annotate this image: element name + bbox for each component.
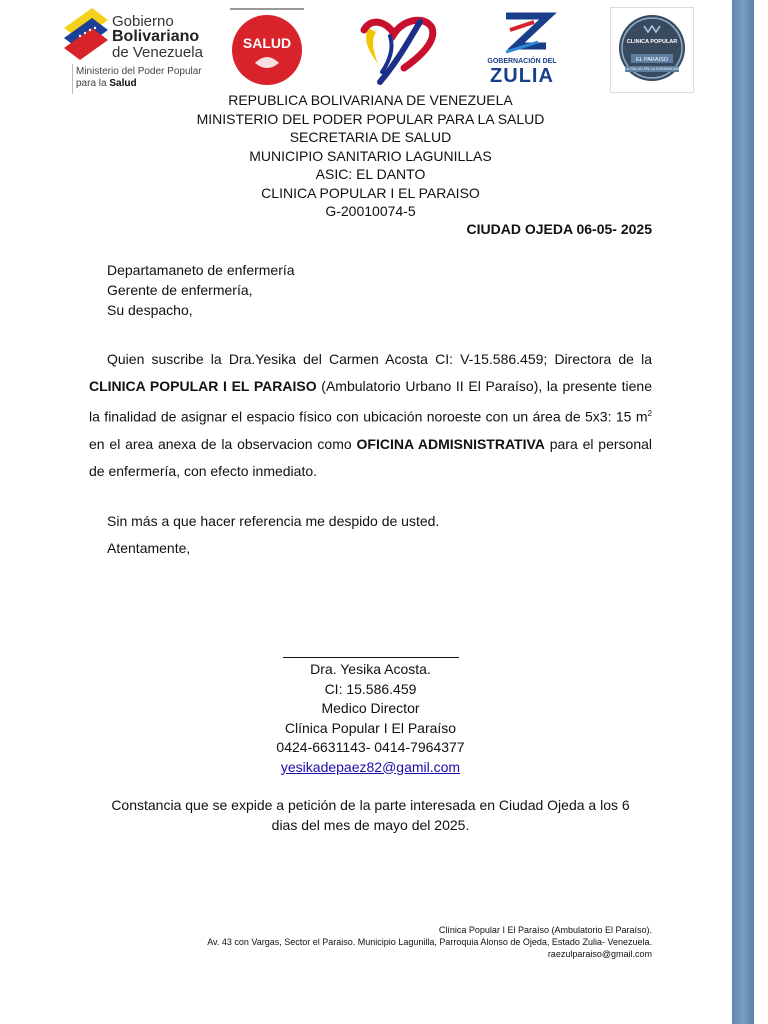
addressee-despacho: Su despacho, bbox=[107, 302, 193, 318]
closing-farewell: Sin más a que hacer referencia me despido de usted. bbox=[107, 513, 440, 529]
ministry-salud-text bbox=[76, 78, 137, 89]
body-part3: en el area anexa de la observacion como bbox=[89, 435, 357, 452]
signature-block bbox=[0, 660, 741, 777]
clinica-logo-line2: EL PARAISO bbox=[635, 57, 669, 63]
closing-block bbox=[107, 508, 439, 562]
addressee-department: Departamaneto de enfermería bbox=[107, 262, 295, 278]
body-part2: (Ambulatorio Urbano II El Paraíso), la presente tiene la finalidad de asignar el espacio físico con ubicación noroeste con un área de 5x3: 15 m bbox=[89, 378, 652, 425]
logo-divider bbox=[72, 64, 73, 94]
document-date: CIUDAD OJEDA 06-05- 2025 bbox=[466, 221, 652, 237]
header-asic: ASIC: EL DANTO bbox=[315, 166, 426, 182]
constancia-block bbox=[0, 795, 741, 835]
body-oficina-bold: OFICINA ADMISNISTRATIVA bbox=[356, 435, 545, 452]
signer-title: Medico Director bbox=[321, 700, 420, 716]
salud-logo bbox=[230, 8, 304, 88]
heart-brushstroke-logo bbox=[360, 14, 440, 86]
venezuela-flag-icon bbox=[62, 6, 110, 60]
footer-address: Av. 43 con Vargas, Sector el Paraiso. Municipio Lagunilla, Parroquia Alonso de Ojeda, Estado Zulia- Venezuela. bbox=[207, 937, 652, 947]
gobierno-text: Gobierno bbox=[112, 13, 174, 30]
clinica-logo-line3: LA SALUD EN LA COMUNIDAD bbox=[624, 67, 680, 71]
heart-icon bbox=[360, 14, 440, 86]
header-secretaria: SECRETARIA DE SALUD bbox=[289, 129, 452, 145]
footer-clinic: Clínica Popular I El Paraíso (Ambulatorio El Paraíso). bbox=[438, 925, 652, 935]
header-block bbox=[0, 91, 741, 221]
ministry-prefix: para la bbox=[76, 78, 110, 89]
signer-ci: CI: 15.586.459 bbox=[324, 680, 417, 697]
signer-phones: 0424-6631143- 0414-7964377 bbox=[276, 739, 465, 755]
signer-email-link[interactable]: yesikadepaez82@gamil.com bbox=[280, 758, 461, 775]
body-part1: Quien suscribe la Dra.Yesika del Carmen Acosta CI: V-15.586.459; Directora de la bbox=[107, 351, 652, 367]
gobierno-bolivariano-logo bbox=[62, 6, 212, 94]
body-paragraph bbox=[89, 346, 652, 485]
closing-atentamente: Atentamente, bbox=[107, 540, 191, 556]
clinica-popular-logo bbox=[610, 7, 694, 93]
ministry-salud-bold: Salud bbox=[109, 78, 137, 89]
footer-email: raezulparaiso@gmail.com bbox=[547, 949, 652, 959]
body-clinica-bold: CLINICA POPULAR I EL PARAISO bbox=[89, 378, 317, 394]
signer-institution: Clínica Popular I El Paraíso bbox=[284, 719, 457, 736]
zulia-text: ZULIA bbox=[490, 65, 554, 87]
signature-line bbox=[283, 657, 459, 658]
header-clinica: CLINICA POPULAR I EL PARAISO bbox=[261, 184, 480, 201]
signer-name: Dra. Yesika Acosta. bbox=[310, 661, 431, 677]
ministry-text: Ministerio del Poder Popular bbox=[76, 66, 202, 77]
venezuela-text: de Venezuela bbox=[112, 44, 203, 61]
addressee-manager: Gerente de enfermería, bbox=[107, 282, 253, 298]
gobernacion-text: GOBERNACIÓN DEL bbox=[487, 58, 557, 65]
clinica-seal-icon bbox=[611, 8, 693, 92]
header-rif: G-20010074-5 bbox=[325, 203, 416, 219]
zulia-z-icon bbox=[476, 12, 568, 58]
body-superscript: 2 bbox=[647, 409, 652, 418]
header-republica: REPUBLICA BOLIVARIANA DE VENEZUELA bbox=[228, 92, 513, 108]
footer-block bbox=[207, 924, 652, 960]
gobernacion-zulia-logo bbox=[476, 12, 568, 88]
salud-label: SALUD bbox=[242, 35, 292, 51]
clinica-logo-line1: CLINICA POPULAR bbox=[626, 39, 678, 45]
header-ministerio: MINISTERIO DEL PODER POPULAR PARA LA SALUD bbox=[196, 110, 545, 127]
constancia-line1: Constancia que se expide a petición de la parte interesada en Ciudad Ojeda a los 6 bbox=[111, 797, 630, 813]
constancia-line2: dias del mes de mayo del 2025. bbox=[271, 817, 470, 833]
bolivariano-text: Bolivariano bbox=[112, 28, 200, 45]
header-municipio: MUNICIPIO SANITARIO LAGUNILLAS bbox=[249, 147, 492, 164]
addressee-block bbox=[107, 260, 295, 320]
body-part4: para el personal de enfermería, con efecto inmediato. bbox=[89, 435, 653, 479]
